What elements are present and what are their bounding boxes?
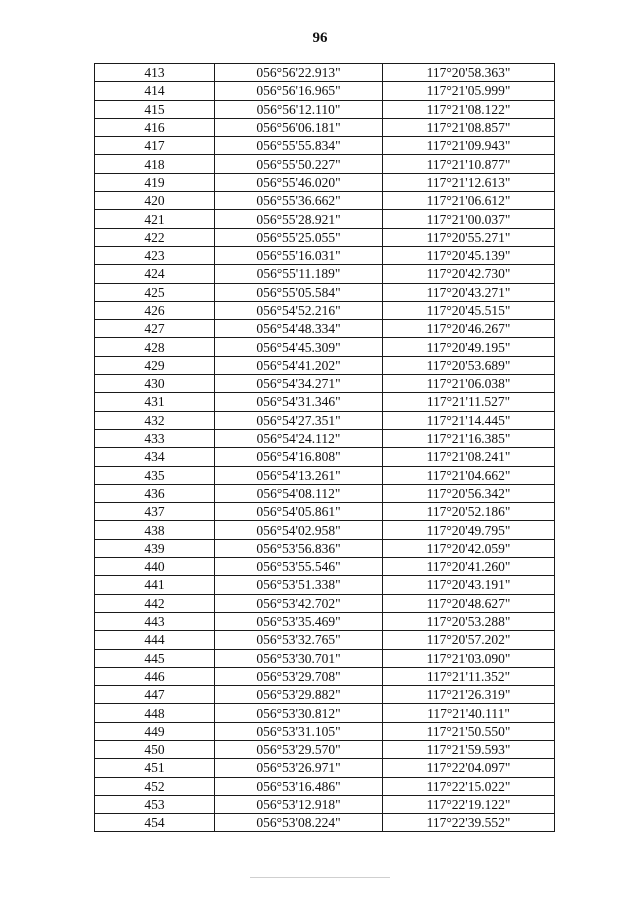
longitude-cell: 117°20'53.288" [383,612,555,630]
table-row [95,740,555,758]
point-number-cell: 418 [95,155,215,173]
coordinates-table-body [95,64,555,832]
point-number-cell: 439 [95,539,215,557]
table-row [95,246,555,264]
latitude-cell: 056°54'41.202" [215,356,383,374]
table-row [95,64,555,82]
table-row [95,192,555,210]
point-number-cell: 453 [95,795,215,813]
point-number-cell: 423 [95,246,215,264]
latitude-cell: 056°54'16.808" [215,448,383,466]
table-row [95,393,555,411]
table-row [95,777,555,795]
latitude-cell: 056°53'55.546" [215,558,383,576]
table-row [95,356,555,374]
page-number: 96 [312,30,328,46]
longitude-cell: 117°20'57.202" [383,631,555,649]
point-number-cell: 415 [95,100,215,118]
point-number-cell: 421 [95,210,215,228]
latitude-cell: 056°56'22.913" [215,64,383,82]
longitude-cell: 117°22'04.097" [383,759,555,777]
point-number-cell: 454 [95,814,215,832]
longitude-cell: 117°20'52.186" [383,503,555,521]
latitude-cell: 056°54'02.958" [215,521,383,539]
longitude-cell: 117°20'58.363" [383,64,555,82]
latitude-cell: 056°54'08.112" [215,484,383,502]
longitude-cell: 117°21'11.527" [383,393,555,411]
latitude-cell: 056°53'35.469" [215,612,383,630]
table-row [95,320,555,338]
longitude-cell: 117°21'09.943" [383,137,555,155]
latitude-cell: 056°54'27.351" [215,411,383,429]
point-number-cell: 447 [95,686,215,704]
latitude-cell: 056°53'51.338" [215,576,383,594]
longitude-cell: 117°20'45.139" [383,246,555,264]
longitude-cell: 117°22'39.552" [383,814,555,832]
latitude-cell: 056°54'05.861" [215,503,383,521]
point-number-cell: 416 [95,118,215,136]
latitude-cell: 056°53'26.971" [215,759,383,777]
longitude-cell: 117°20'41.260" [383,558,555,576]
latitude-cell: 056°53'56.836" [215,539,383,557]
longitude-cell: 117°20'48.627" [383,594,555,612]
longitude-cell: 117°21'11.352" [383,667,555,685]
latitude-cell: 056°54'31.346" [215,393,383,411]
point-number-cell: 442 [95,594,215,612]
longitude-cell: 117°20'55.271" [383,228,555,246]
table-row [95,558,555,576]
longitude-cell: 117°21'10.877" [383,155,555,173]
table-row [95,338,555,356]
longitude-cell: 117°21'26.319" [383,686,555,704]
longitude-cell: 117°20'43.271" [383,283,555,301]
longitude-cell: 117°20'43.191" [383,576,555,594]
table-row [95,375,555,393]
longitude-cell: 117°20'53.689" [383,356,555,374]
latitude-cell: 056°56'16.965" [215,82,383,100]
point-number-cell: 440 [95,558,215,576]
latitude-cell: 056°53'08.224" [215,814,383,832]
table-row [95,576,555,594]
footer-divider [250,877,390,878]
latitude-cell: 056°53'30.812" [215,704,383,722]
table-row [95,137,555,155]
latitude-cell: 056°55'46.020" [215,173,383,191]
longitude-cell: 117°21'06.612" [383,192,555,210]
point-number-cell: 420 [95,192,215,210]
table-row [95,484,555,502]
point-number-cell: 427 [95,320,215,338]
point-number-cell: 424 [95,265,215,283]
table-row [95,631,555,649]
longitude-cell: 117°20'56.342" [383,484,555,502]
longitude-cell: 117°20'46.267" [383,320,555,338]
point-number-cell: 441 [95,576,215,594]
table-row [95,704,555,722]
longitude-cell: 117°20'42.059" [383,539,555,557]
point-number-cell: 434 [95,448,215,466]
longitude-cell: 117°21'08.857" [383,118,555,136]
latitude-cell: 056°56'06.181" [215,118,383,136]
table-row [95,228,555,246]
latitude-cell: 056°53'29.570" [215,740,383,758]
point-number-cell: 426 [95,301,215,319]
table-row [95,594,555,612]
point-number-cell: 443 [95,612,215,630]
latitude-cell: 056°54'48.334" [215,320,383,338]
latitude-cell: 056°53'31.105" [215,722,383,740]
latitude-cell: 056°54'24.112" [215,429,383,447]
latitude-cell: 056°53'16.486" [215,777,383,795]
latitude-cell: 056°56'12.110" [215,100,383,118]
latitude-cell: 056°53'30.701" [215,649,383,667]
latitude-cell: 056°54'34.271" [215,375,383,393]
table-row [95,795,555,813]
point-number-cell: 451 [95,759,215,777]
table-row [95,503,555,521]
latitude-cell: 056°55'55.834" [215,137,383,155]
table-row [95,411,555,429]
table-row [95,173,555,191]
longitude-cell: 117°21'50.550" [383,722,555,740]
longitude-cell: 117°22'19.122" [383,795,555,813]
point-number-cell: 422 [95,228,215,246]
table-row [95,466,555,484]
table-row [95,722,555,740]
table-row [95,667,555,685]
table-row [95,155,555,173]
point-number-cell: 414 [95,82,215,100]
point-number-cell: 438 [95,521,215,539]
latitude-cell: 056°55'16.031" [215,246,383,264]
longitude-cell: 117°20'49.795" [383,521,555,539]
point-number-cell: 431 [95,393,215,411]
table-row [95,210,555,228]
latitude-cell: 056°54'13.261" [215,466,383,484]
longitude-cell: 117°20'49.195" [383,338,555,356]
table-row [95,539,555,557]
point-number-cell: 432 [95,411,215,429]
latitude-cell: 056°53'12.918" [215,795,383,813]
table-row [95,82,555,100]
table-row [95,429,555,447]
latitude-cell: 056°55'36.662" [215,192,383,210]
table-row [95,265,555,283]
latitude-cell: 056°55'25.055" [215,228,383,246]
longitude-cell: 117°21'08.241" [383,448,555,466]
longitude-cell: 117°21'04.662" [383,466,555,484]
longitude-cell: 117°21'08.122" [383,100,555,118]
table-row [95,301,555,319]
latitude-cell: 056°54'45.309" [215,338,383,356]
point-number-cell: 437 [95,503,215,521]
longitude-cell: 117°21'03.090" [383,649,555,667]
latitude-cell: 056°53'32.765" [215,631,383,649]
point-number-cell: 425 [95,283,215,301]
table-row [95,759,555,777]
point-number-cell: 450 [95,740,215,758]
point-number-cell: 448 [95,704,215,722]
point-number-cell: 417 [95,137,215,155]
latitude-cell: 056°53'42.702" [215,594,383,612]
longitude-cell: 117°21'59.593" [383,740,555,758]
latitude-cell: 056°54'52.216" [215,301,383,319]
table-row [95,649,555,667]
table-row [95,100,555,118]
table-row [95,686,555,704]
longitude-cell: 117°21'16.385" [383,429,555,447]
longitude-cell: 117°21'40.111" [383,704,555,722]
table-row [95,612,555,630]
point-number-cell: 435 [95,466,215,484]
longitude-cell: 117°21'14.445" [383,411,555,429]
table-row [95,448,555,466]
latitude-cell: 056°53'29.882" [215,686,383,704]
table-row [95,118,555,136]
point-number-cell: 449 [95,722,215,740]
latitude-cell: 056°55'05.584" [215,283,383,301]
latitude-cell: 056°53'29.708" [215,667,383,685]
latitude-cell: 056°55'28.921" [215,210,383,228]
longitude-cell: 117°20'42.730" [383,265,555,283]
latitude-cell: 056°55'50.227" [215,155,383,173]
table-row [95,283,555,301]
longitude-cell: 117°21'00.037" [383,210,555,228]
point-number-cell: 452 [95,777,215,795]
point-number-cell: 445 [95,649,215,667]
table-row [95,814,555,832]
longitude-cell: 117°21'12.613" [383,173,555,191]
longitude-cell: 117°20'45.515" [383,301,555,319]
coordinates-table [94,63,555,832]
latitude-cell: 056°55'11.189" [215,265,383,283]
point-number-cell: 428 [95,338,215,356]
point-number-cell: 436 [95,484,215,502]
point-number-cell: 419 [95,173,215,191]
point-number-cell: 413 [95,64,215,82]
longitude-cell: 117°22'15.022" [383,777,555,795]
point-number-cell: 433 [95,429,215,447]
point-number-cell: 430 [95,375,215,393]
point-number-cell: 444 [95,631,215,649]
longitude-cell: 117°21'06.038" [383,375,555,393]
point-number-cell: 429 [95,356,215,374]
longitude-cell: 117°21'05.999" [383,82,555,100]
table-row [95,521,555,539]
point-number-cell: 446 [95,667,215,685]
